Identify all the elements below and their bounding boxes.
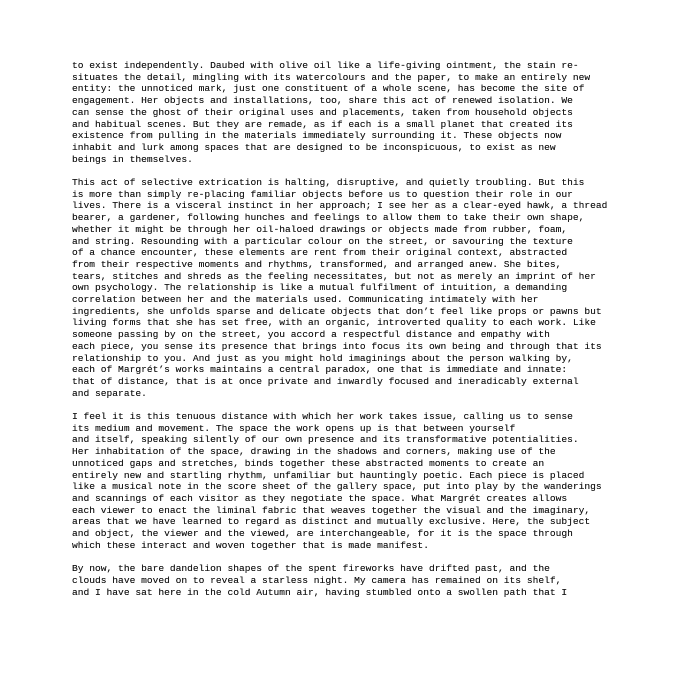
text-line: existence from pulling in the materials immediately surrounding it. These objects now [72, 130, 562, 142]
text-line: each piece, you sense its presence that brings into focus its own being and through that its [72, 340, 602, 352]
text-line: each viewer to enact the liminal fabric that weaves together the visual and the imaginary, [72, 504, 591, 516]
text-line: ingredients, she unfolds sparse and delicate objects that don’t feel like props or pawns but [72, 305, 602, 317]
text-line: can sense the ghost of their original uses and placements, taken from household objects [72, 106, 573, 118]
text-line: entity: the unnoticed mark, just one constituent of a whole scene, has become the site of [72, 83, 585, 95]
text-line: relationship to you. And just as you might hold imaginings about the person walking by, [72, 352, 573, 364]
text-line: By now, the bare dandelion shapes of the spent fireworks have drifted past, and the [72, 563, 550, 575]
text-line: from their respective moments and rhythms, transformed, and arranged anew. She bites, [72, 258, 562, 270]
text-line: own psychology. The relationship is like a mutual fulfilment of intuition, a demanding [72, 282, 568, 294]
paragraph-1 [72, 60, 632, 165]
text-line: beings in themselves. [72, 153, 193, 165]
paragraph-4 [72, 563, 632, 598]
text-line: tears, stitches and shreds as the feeling necessitates, but not as merely an imprint of her [72, 270, 596, 282]
text-line: which these interact and woven together that is made manifest. [72, 539, 429, 551]
text-line: engagement. Her objects and installations, too, share this act of renewed isolation. We [72, 95, 573, 107]
text-line: I feel it is this tenuous distance with which her work takes issue, calling us to sense [72, 411, 573, 423]
text-line: bearer, a gardener, following hunches and feelings to allow them to take their own shape, [72, 212, 585, 224]
text-line: entirely new and startling rhythm, unfamiliar but hauntingly poetic. Each piece is placed [72, 469, 585, 481]
text-line: correlation between her and the materials used. Communicating intimately with her [72, 294, 539, 306]
text-line: and scannings of each visitor as they negotiate the space. What Margrét creates allows [72, 492, 568, 504]
text-line: This act of selective extrication is halting, disruptive, and quietly troubling. But this [72, 177, 585, 189]
text-line: its medium and movement. The space the work opens up is that between yourself [72, 422, 516, 434]
text-line: to exist independently. Daubed with olive oil like a life-giving ointment, the stain re- [72, 60, 579, 71]
text-line: that of distance, that is at once private and inwardly focused and ineradicably external [72, 375, 579, 387]
text-line: someone passing by on the street, you accord a respectful distance and empathy with [72, 329, 550, 341]
text-line: Her inhabitation of the space, drawing in the shadows and corners, making use of the [72, 446, 556, 458]
text-line: like a musical note in the score sheet of the gallery space, put into play by the wanderings [72, 481, 602, 493]
text-line: and itself, speaking silently of our own presence and its transformative potentialities. [72, 434, 579, 446]
text-line: each of Margrét’s works maintains a central paradox, one that is immediate and innate: [72, 364, 568, 376]
text-line: living forms that she has set free, with an organic, introverted quality to each work. Like [72, 317, 596, 329]
text-line: inhabit and lurk among spaces that are designed to be inconspicuous, to exist as new [72, 141, 556, 153]
text-line: clouds have moved on to reveal a starless night. My camera has remained on its shelf, [72, 574, 562, 586]
text-line: of a chance encounter, these elements are rent from their original context, abstracted [72, 247, 568, 259]
text-line: and object, the viewer and the viewed, are interchangeable, for it is the space through [72, 528, 573, 540]
text-line: lives. There is a visceral instinct in her approach; I see her as a clear-eyed hawk, a thread [72, 200, 608, 212]
text-line: and separate. [72, 387, 147, 399]
text-line: and I have sat here in the cold Autumn air, having stumbled onto a swollen path that I [72, 586, 568, 598]
paragraph-3 [72, 411, 632, 551]
text-line: situates the detail, mingling with its watercolours and the paper, to make an entirely new [72, 71, 591, 83]
text-line: areas that we have learned to regard as distinct and mutually exclusive. Here, the subject [72, 516, 591, 528]
paragraph-2 [72, 177, 632, 399]
text-line: whether it might be through her oil-haloed drawings or objects made from rubber, foam, [72, 223, 568, 235]
text-line: and string. Resounding with a particular colour on the street, or savouring the texture [72, 235, 573, 247]
text-line: unnoticed gaps and stretches, binds together these abstracted moments to create an [72, 457, 545, 469]
text-line: and habitual scenes. But they are remade, as if each is a small planet that created its [72, 118, 573, 130]
text-line: is more than simply re-placing familiar objects before us to question their role in our [72, 188, 573, 200]
document-page [72, 60, 632, 598]
